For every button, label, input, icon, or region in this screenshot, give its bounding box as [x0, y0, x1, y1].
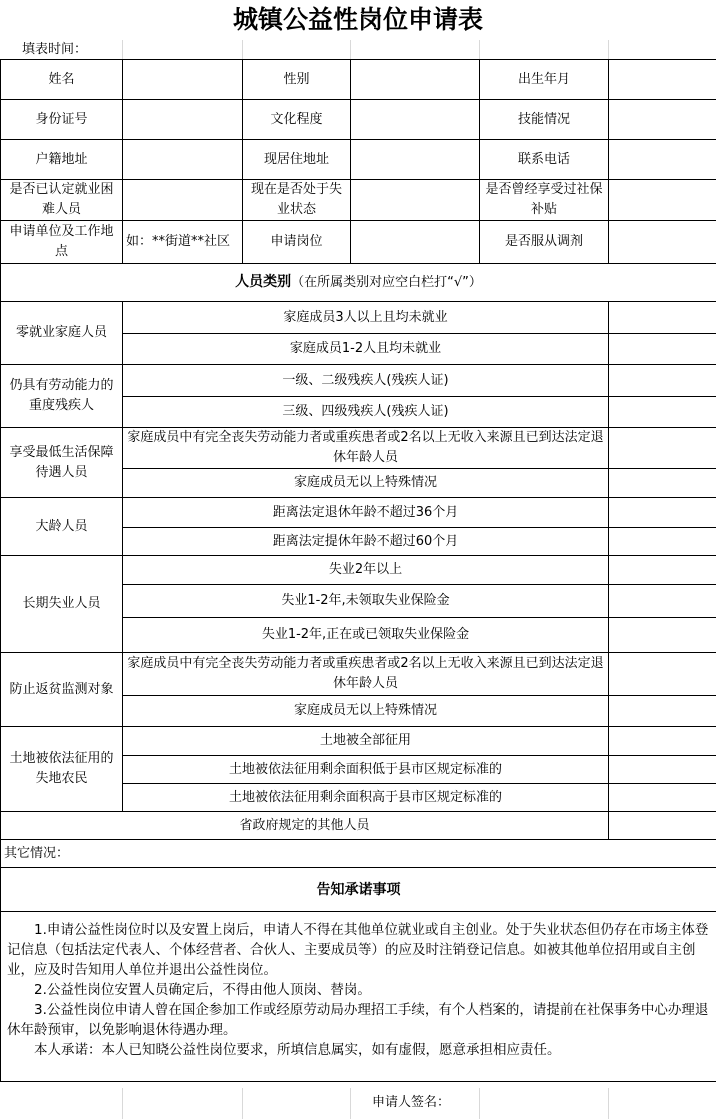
category-item: 家庭成员中有完全丧失劳动能力者或重疾患者或2名以上无收入来源且已到达法定退休年龄人员	[123, 428, 609, 469]
position-field[interactable]	[351, 221, 480, 264]
skills-field[interactable]	[609, 100, 716, 140]
check-cell[interactable]	[609, 302, 716, 334]
birth-field[interactable]	[609, 60, 716, 100]
category-item: 失业2年以上	[123, 556, 609, 585]
application-form-table	[0, 59, 716, 1082]
check-cell[interactable]	[609, 756, 716, 784]
check-cell[interactable]	[609, 498, 716, 528]
fill-time-label: 填表时间：	[22, 42, 88, 57]
id-number-field[interactable]	[123, 100, 243, 140]
category-item: 土地被全部征用	[123, 727, 609, 756]
category-name: 防止返贫监测对象	[1, 653, 123, 727]
category-header	[1, 264, 716, 302]
unit-location-field[interactable]: 如：**街道**社区	[123, 221, 243, 264]
education-label: 文化程度	[243, 100, 351, 140]
hukou-address-field[interactable]	[123, 140, 243, 180]
phone-field[interactable]	[609, 140, 716, 180]
recognized-hardship-field[interactable]	[123, 180, 243, 221]
check-cell[interactable]	[609, 556, 716, 585]
education-field[interactable]	[351, 100, 480, 140]
name-label: 姓名	[1, 60, 123, 100]
check-cell[interactable]	[609, 812, 716, 840]
name-field[interactable]	[123, 60, 243, 100]
category-name: 仍具有劳动能力的重度残疾人	[1, 365, 123, 428]
phone-label: 联系电话	[480, 140, 609, 180]
check-cell[interactable]	[609, 365, 716, 397]
skills-label: 技能情况	[480, 100, 609, 140]
position-label: 申请岗位	[243, 221, 351, 264]
check-cell[interactable]	[609, 653, 716, 696]
current-address-field[interactable]	[351, 140, 480, 180]
category-item: 三级、四级残疾人(残疾人证)	[123, 397, 609, 428]
accept-transfer-field[interactable]	[609, 221, 716, 264]
current-address-label: 现居住地址	[243, 140, 351, 180]
recognized-hardship-label: 是否已认定就业困难人员	[1, 180, 123, 221]
category-item: 家庭成员无以上特殊情况	[123, 469, 609, 498]
applicant-pledge: 本人承诺：本人已知晓公益性岗位要求，所填信息属实，如有虚假，愿意承担相应责任。	[34, 1042, 561, 1058]
category-item-other-gov: 省政府规定的其他人员	[1, 812, 609, 840]
check-cell[interactable]	[609, 334, 716, 365]
category-name: 土地被依法征用的失地农民	[1, 727, 123, 812]
check-cell[interactable]	[609, 397, 716, 428]
social-subsidy-field[interactable]	[609, 180, 716, 221]
notice-item-3: 3.公益性岗位申请人曾在国企参加工作或经原劳动局办理招工手续，有个人档案的，请提前在社保事务中心办理退休年龄预审，以免影响退休待遇办理。	[7, 1002, 709, 1038]
id-number-label: 身份证号	[1, 100, 123, 140]
category-name: 零就业家庭人员	[1, 302, 123, 365]
check-cell[interactable]	[609, 585, 716, 618]
category-name: 长期失业人员	[1, 556, 123, 653]
category-item: 土地被依法征用剩余面积低于县市区规定标准的	[123, 756, 609, 784]
category-item: 距离法定退休年龄不超过36个月	[123, 498, 609, 528]
notice-item-2: 2.公益性岗位安置人员确定后，不得由他人顶岗、替岗。	[34, 982, 371, 998]
check-cell[interactable]	[609, 618, 716, 653]
unemployed-status-label: 现在是否处于失业状态	[243, 180, 351, 221]
unemployed-status-field[interactable]	[351, 180, 480, 221]
check-cell[interactable]	[609, 784, 716, 812]
check-cell[interactable]	[609, 428, 716, 469]
check-cell[interactable]	[609, 528, 716, 556]
unit-location-label: 申请单位及工作地点	[1, 221, 123, 264]
gender-field[interactable]	[351, 60, 480, 100]
check-cell[interactable]	[609, 727, 716, 756]
hukou-address-label: 户籍地址	[1, 140, 123, 180]
notice-title: 告知承诺事项	[1, 868, 716, 912]
category-name: 享受最低生活保障待遇人员	[1, 428, 123, 498]
social-subsidy-label: 是否曾经享受过社保补贴	[480, 180, 609, 221]
category-item: 一级、二级残疾人(残疾人证)	[123, 365, 609, 397]
category-header-title: 人员类别	[235, 274, 292, 290]
form-title: 城镇公益性岗位申请表	[232, 5, 483, 34]
signature-field[interactable]	[460, 1090, 608, 1116]
category-item: 土地被依法征用剩余面积高于县市区规定标准的	[123, 784, 609, 812]
category-name: 大龄人员	[1, 498, 123, 556]
category-header-note: （在所属类别对应空白栏打“√”）	[291, 275, 482, 290]
accept-transfer-label: 是否服从调剂	[480, 221, 609, 264]
check-cell[interactable]	[609, 696, 716, 727]
category-item: 家庭成员1-2人且均未就业	[123, 334, 609, 365]
birth-label: 出生年月	[480, 60, 609, 100]
other-situation[interactable]: 其它情况：	[1, 840, 716, 868]
category-item: 家庭成员无以上特殊情况	[123, 696, 609, 727]
category-item: 失业1-2年,未领取失业保险金	[123, 585, 609, 618]
category-item: 家庭成员3人以上且均未就业	[123, 302, 609, 334]
gender-label: 性别	[243, 60, 351, 100]
category-item: 距离法定提休年龄不超过60个月	[123, 528, 609, 556]
signature-label: 申请人签名：	[372, 1095, 451, 1110]
category-item: 家庭成员中有完全丧失劳动能力者或重疾患者或2名以上无收入来源且已到达法定退休年龄人员	[123, 653, 609, 696]
notice-item-1: 1.申请公益性岗位时以及安置上岗后，申请人不得在其他单位就业或自主创业。处于失业状态但仍存在市场主体登记信息（包括法定代表人、个体经营者、合伙人、主要成员等）的应及时注销登记信息。如被其他单位招用或自主创业，应及时告知用人单位并退出公益性岗位。	[7, 922, 709, 978]
notice-body	[1, 912, 716, 1082]
category-item: 失业1-2年,正在或已领取失业保险金	[123, 618, 609, 653]
check-cell[interactable]	[609, 469, 716, 498]
